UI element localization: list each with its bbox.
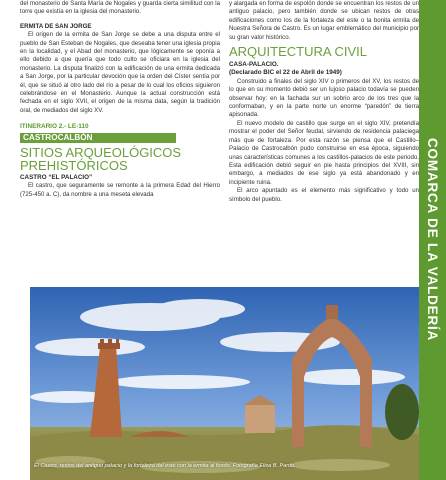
sidebar-title-wrap [419, 0, 446, 480]
left-intro-text: del monasterio de Santa María de Nogales y guarda cierta similitud con la torre que existía en la iglesia del monasterio. [20, 0, 220, 16]
section-title-archaeological: SITIOS ARQUEOLÓGICOS PREHISTÓRICOS [20, 144, 182, 173]
palacio-body-3: El arco apuntado es el elemento más significativo y todo un símbolo del pueblo. [229, 187, 419, 203]
palacio-body-1: Construido a finales del siglo XIV o primeros del XV, los restos de lo que en su momento debió ser un lujoso palacio todavía se pueden observar hoy: en la fachada sur un sobrio arco de los tres que la conformaban, y en la parte norte un enorme “paredón” de tierra apisonada. [229, 77, 419, 119]
itinerary-label: ITINERARIO 2.- LE-110 [20, 123, 89, 131]
castro-body: El castro, que seguramente se remonte a la primera Edad del Hierro (725-450 a. C), da nombre a una meseta elevada [20, 182, 220, 198]
sidebar-title: COMARCA DE LA VALDERÍA [425, 138, 440, 342]
ermita-heading: ERMITA DE SAN JORGE [20, 22, 92, 30]
ermita-body: El origen de la ermita de San Jorge se debe a una disputa entre el pueblo de San Esteban de Nogales, que deseaba tener una iglesia propia en la localidad, y el Abad del monasterio, que lógicamente se oponía a ello debido a que quería que todo culto se oficiara en la iglesia del monasterio. La disputa finalizó con la edificación de una ermita dedicada a San Jorge, por la particular devoción que la orden del Císter sentía por él, que se situó al otro lado del río a pesar de lo cual los oficios siguieron celebrándose en el Monasterio. Aunque la actual construcción está fechada en el siglo XVII, el origen de la misma data, según la tradición oral, de mediados del siglo XV. [20, 31, 220, 114]
castro-photo [30, 287, 419, 480]
castro-photo-illustration [30, 287, 419, 480]
palacio-body-2: El nuevo modelo de castillo que surge en el siglo XIV, pretendía mostrar el poder del Señor feudal, sirviendo de residencia palaciega más que de fortaleza. Por esta razón se piensa que el Castillo–Palacio de Castrocalbón pudo construirse en esa época, siguiendo unas características comunes a los castillos-palacios de este periodo. Esta edificación debió seguir en pie hasta principios del XVIII, sin embargo, a mediados de ese siglo ya está abandonado y en incipiente ruina. [229, 119, 419, 186]
casa-palacio-subheading: CASA-PALACIO. [229, 61, 279, 69]
place-name-bar: CASTROCALBÓN [20, 133, 176, 143]
bic-subheading: (Declarado BIC el 22 de Abril de 1949) [229, 69, 342, 77]
right-intro-text: y alargada en forma de espolón donde se encuentran los restos de un antiguo palacio, pero también donde se ubican restos de otras edificaciones como los de la fortaleza del este o la bonita ermita de Nuestra Señora de Castro. Es un lugar emblemático del municipio por su gran valor histórico. [229, 0, 419, 41]
photo-caption: El Castro, restos del antiguo palacio y la fortaleza del este con la ermita al fondo. Fotografía Elisa B. Pardo. [34, 463, 296, 469]
right-column [229, 0, 419, 204]
section-title-civil: ARQUITECTURA CIVIL [229, 44, 367, 60]
tree-shape [385, 384, 419, 440]
left-column [20, 0, 220, 199]
castro-subheading: CASTRO “EL PALACIO” [20, 173, 93, 181]
